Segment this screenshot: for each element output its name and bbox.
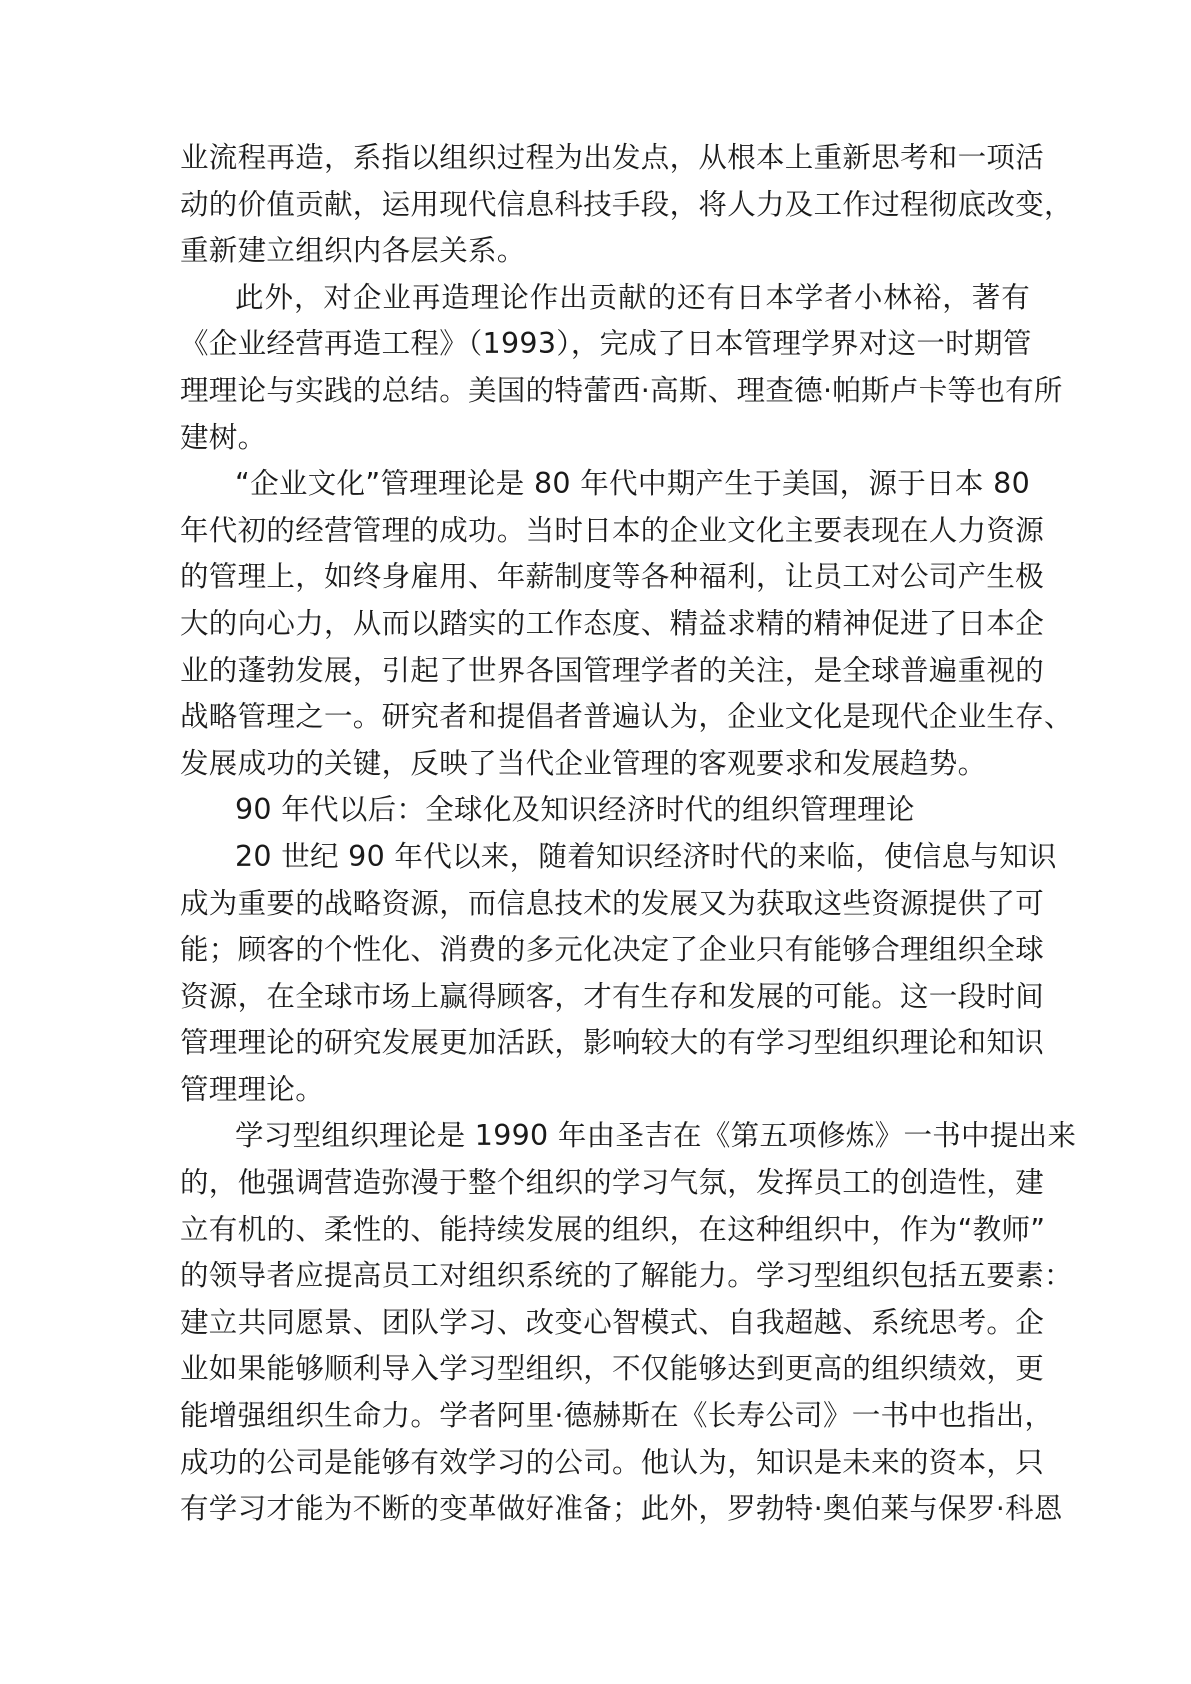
text-line: 业流程再造，系指以组织过程为出发点，从根本上重新思考和一项活 <box>180 141 1045 174</box>
text-line: 理理论与实践的总结。美国的特蕾西·高斯、理查德·帕斯卢卡等也有所 <box>180 373 1063 407</box>
text-line: 大的向心力，从而以踏实的工作态度、精益求精的精神促进了日本企 <box>180 606 1045 640</box>
text-line: 20 世纪 90 年代以来，随着知识经济时代的来临，使信息与知识 <box>235 839 1057 873</box>
text-line: 有学习才能为不断的变革做好准备；此外，罗勃特·奥伯莱与保罗·科恩 <box>180 1492 1063 1526</box>
text-line: 建立共同愿景、团队学习、改变心智模式、自我超越、系统思考。企 <box>180 1305 1045 1339</box>
text-line: 能增强组织生命力。学者阿里·德赫斯在《长寿公司》一书中也指出， <box>180 1399 1054 1433</box>
text-line: 资源，在全球市场上赢得顾客，才有生存和发展的可能。这一段时间 <box>180 979 1045 1013</box>
text-line: 业的蓬勃发展，引起了世界各国管理学者的关注，是全球普遍重视的 <box>180 653 1045 687</box>
text-line: 的管理上，如终身雇用、年薪制度等各种福利，让员工对公司产生极 <box>180 560 1045 594</box>
text-line: 此外，对企业再造理论作出贡献的还有日本学者小林裕，著有 <box>235 280 1030 314</box>
text-line: 成为重要的战略资源，而信息技术的发展又为获取这些资源提供了可 <box>180 886 1045 920</box>
text-line: 动的价值贡献，运用现代信息科技手段，将人力及工作过程彻底改变， <box>180 187 1073 221</box>
text-line: 管理理论。 <box>180 1072 325 1106</box>
text-line: 《企业经营再造工程》（1993），完成了日本管理学界对这一时期管 <box>180 327 1032 361</box>
text-line: 成功的公司是能够有效学习的公司。他认为，知识是未来的资本，只 <box>180 1445 1045 1479</box>
text-line: “企业文化”管理理论是 80 年代中期产生于美国，源于日本 80 <box>235 467 1030 501</box>
text-line: 90 年代以后：全球化及知识经济时代的组织管理理论 <box>235 793 915 827</box>
text-line: 学习型组织理论是 1990 年由圣吉在《第五项修炼》一书中提出来 <box>235 1119 1077 1153</box>
text-line: 年代初的经营管理的成功。当时日本的企业文化主要表现在人力资源 <box>180 513 1045 547</box>
text-line: 能；顾客的个性化、消费的多元化决定了企业只有能够合理组织全球 <box>180 933 1045 967</box>
text-line: 业如果能够顺利导入学习型组织，不仅能够达到更高的组织绩效，更 <box>180 1352 1045 1386</box>
text-line: 立有机的、柔性的、能持续发展的组织，在这种组织中，作为“教师” <box>180 1212 1046 1246</box>
text-line: 管理理论的研究发展更加活跃，影响较大的有学习型组织理论和知识 <box>180 1026 1045 1060</box>
text-line: 的领导者应提高员工对组织系统的了解能力。学习型组织包括五要素： <box>180 1259 1073 1293</box>
document-body-text <box>180 135 1077 1533</box>
text-line: 重新建立组织内各层关系。 <box>180 234 526 268</box>
text-line: 战略管理之一。研究者和提倡者普遍认为，企业文化是现代企业生存、 <box>180 700 1073 734</box>
text-line: 的，他强调营造弥漫于整个组织的学习气氛，发挥员工的创造性，建 <box>180 1166 1045 1200</box>
text-line: 发展成功的关键，反映了当代企业管理的客观要求和发展趋势。 <box>180 746 987 780</box>
text-line: 建树。 <box>180 420 267 454</box>
